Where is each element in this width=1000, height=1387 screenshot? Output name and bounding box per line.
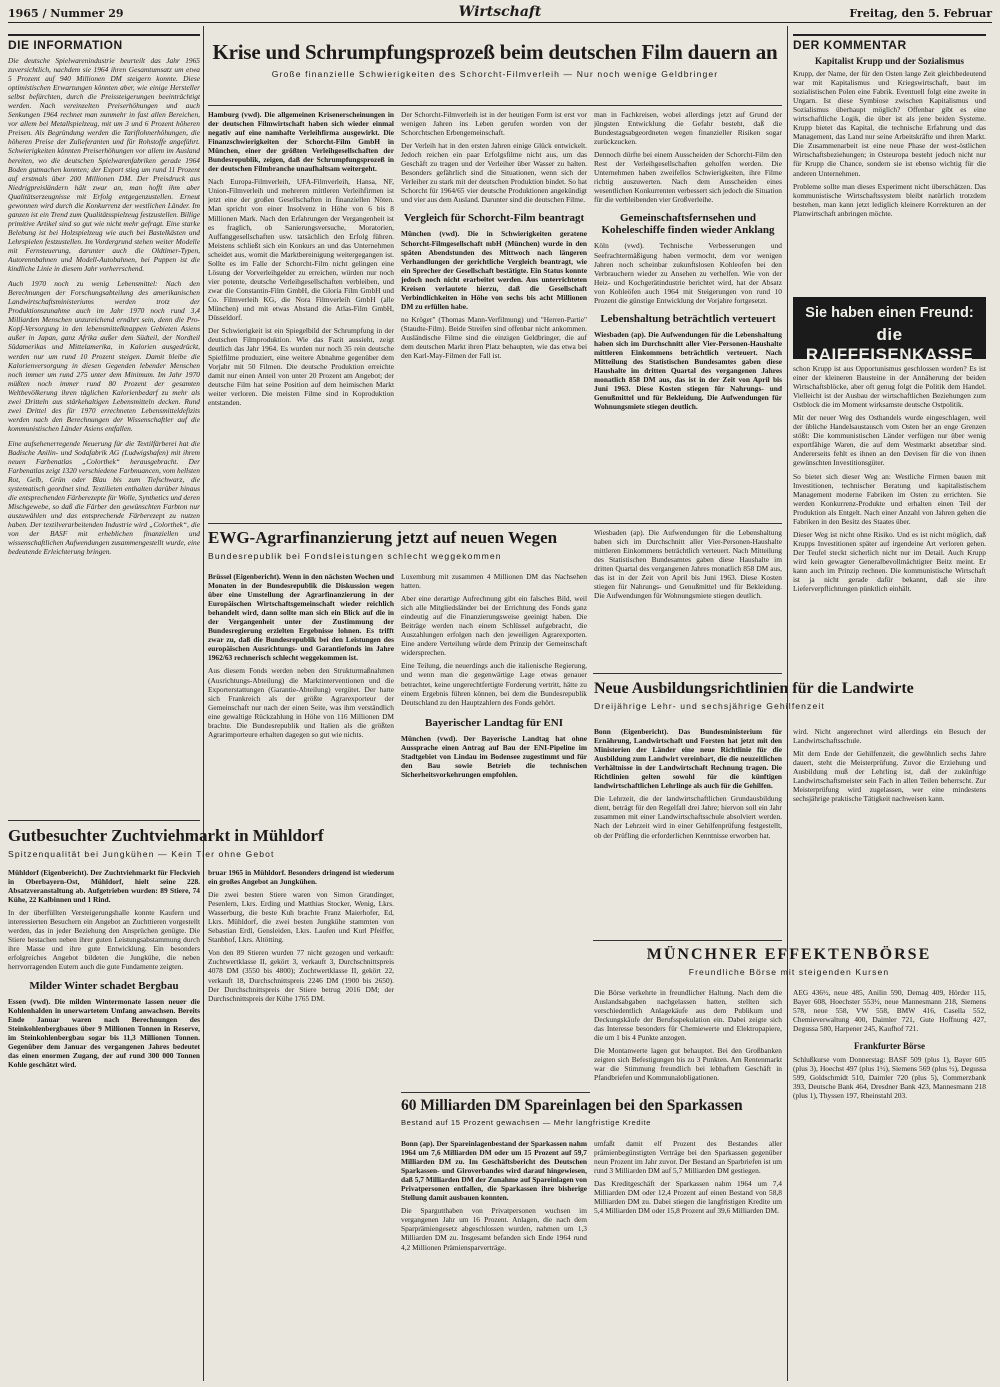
zucht-paragraph: Die zwei besten Stiere waren von Simon Grandinger, Pesenlern, Lkrs. Erding und Matthias Stocker, Wenig, Lkrs. Wasserburg, die beste Kuh brachte Franz Maierhofer, Ed, Lkrs. Mühldorf, die zwei besten Jungkühe stammten von Sebastian Erdl, Gensleiden, Lkrs. Laufen und Kurl Pfeiffer, Stanbhof, Lkrs. Altötting. — [208, 890, 394, 945]
section-title: Wirtschaft — [458, 4, 542, 20]
lebenshaltung-continued — [594, 528, 782, 668]
zucht-intro: Mühldorf (Eigenbericht). Der Zuchtviehmarkt für Fleckvieh in Oberbayern-Ost, Mühldorf, hielt seine 228. Absatzveranstaltung ab. Aufgetrieben wurden: 89 Stiere, 74 Kühe, 22 Kalbinnen und 1 Rind. — [8, 868, 200, 905]
kommentar-paragraph: So bietet sich dieser Weg an: Westliche Firmen bauen mit Investitionen, technischer Beratung und kapitalistischem Management moderne Fabriken im Osten zu errichten. Sie werden Konkurrenz-Produkte und erhalten einen Teil der Produktion als Entgelt. Nach einer Anzahl von Jahren gehen die Fabriken in den Besitz des Staates über. — [793, 471, 986, 526]
ausbildung-column-2 — [793, 727, 986, 935]
zucht-subhead: Spitzenqualität bei Jungkühen — Kein Tier ohne Gebot — [8, 849, 275, 859]
sparkassen-column-2 — [594, 1139, 782, 1381]
lead-column-3 — [594, 110, 782, 518]
lead-paragraph: Wiesbaden (ap). Die Aufwendungen für die Lebenshaltung haben sich im Durchschnitt aller Vier-Personen-Haushalte mittleren Einkommens beträchtlich verteuert. Nach Mitteilung des Statistischen Bundesamtes gaben diese Haushalte im dritten Quartal des vergangenen Jahres monatlich 858 DM aus, das ist in der Zeit von April bis Juni 1963. Diese Kosten stiegen für Nahrungs- und Genußmittel und für Bekleidung. Die Aufwendungen für Wohnungsmiete stiegen deutlich. — [594, 528, 782, 601]
story-rule — [593, 673, 782, 674]
ausbildung-paragraph: Mit dem Ende der Gehilfenzeit, die gewöhnlich sechs Jahre dauert, steht die Meisterprüfung. Zuvor die Erziehung und Ausbildung muß der Lehrling ist, daß der zukünftige Landwirtschaftsmeister sein Fach in allen Teilen beherrscht. Zur Meisterprüfung wird zugelassen, wer eine mindestens sechsjährige praktische Tätigkeit nachweisen kann. — [793, 749, 986, 804]
zucht-headline-block — [8, 826, 398, 864]
lead-paragraph: no Kröger" (Thomas Mann-Verfilmung) und "Herren-Partie" (Staudte-Film). Beide Streifen sind offenbar nicht ankommen. Ausländische Filme sind die einzigen Geldbringer, die auf dem deutschen Markt ihren Platz behaupten, wie das etwa bei den Karl-May-Filmen der Fall ist. — [401, 314, 587, 361]
subarticle-headline: Lebenshaltung beträchtlich verteuert — [600, 312, 776, 325]
lead-paragraph: man in Fachkreisen, wobei allerdings jetzt auf Grund der jüngsten Entwicklung die Gefahr besteht, daß die Bundestagsabgeordneten wegen finanzieller Risiken sogar zurückzucken. — [594, 110, 782, 147]
lead-paragraph: Wiesbaden (ap). Die Aufwendungen für die Lebenshaltung haben sich im Durchschnitt aller Vier-Personen-Haushalte mittleren Einkommens beträchtlich verteuert. Nach Mitteilung des Statistischen Bundesamtes gaben diese Haushalte im dritten Quartal des vergangenen Jahres monatlich 858 DM aus, das ist in der Zeit von April bis Juni 1963. Diese Kosten stiegen für Nahrungs- und Genußmittel und für Bekleidung. Die Aufwendungen für Wohnungsmiete stiegen deutlich. — [594, 329, 782, 412]
ad-line-2: die RAIFFEISENKASSE — [805, 325, 974, 364]
lead-paragraph: München (vwd). Die in Schwierigkeiten geratene Schorcht-Filmgesellschaft mbH (München) wurde in den späten Abendstunden des Mittwoch nach längeren Verhandlungen der gerichtliche Vergleich beantragt, wie ein Sprecher der Gesellschaft bestätigte. Ein Status konnte jedoch noch nicht erarbeitet werden. Aus unterrichteten Kreisen verlautete hierzu, daß die Gesellschaft Verbindlichkeiten in Höhe von sechs bis acht Millionen DM zu erfüllen habe. — [401, 229, 587, 311]
boerse-subhead: Freundliche Börse mit steigenden Kursen — [688, 967, 890, 977]
ewg-column-1 — [208, 572, 394, 804]
subarticle-headline: Vergleich für Schorcht-Film beantragt — [403, 212, 585, 225]
boerse-quotes: AEG 436½, neue 485, Anilin 590, Demag 409, Hörder 115, Bayer 608, Hoechster 553½, neue Mannesmann 218, Siemens 578, neue 558, VW 558, BMW 416, Casella 552, Chemieverwaltung 400, Daimler 721, Gute Hoffnung 427, Degussa 580, Harpener 245, Kaufhof 721. — [793, 988, 986, 1034]
kommentar-heading: DER KOMMENTAR — [793, 34, 986, 52]
ausbildung-intro: Bonn (Eigenbericht). Das Bundesministerium für Ernährung, Landwirtschaft und Forsten hat jetzt mit den Ministerien der Länder eine neue Richtlinie für die Ausbildung zum Landwirt vereinbart, die die neuzeitlichen Verhältnisse in der Landwirtschaft Rechnung tragen. Die Richtlinien gelten sowohl für die künftigen landwirtschaftlichen Lehrlinge als auch für die Gehilfen. — [594, 727, 782, 791]
zucht-column-2 — [208, 868, 394, 1380]
ewg-paragraph: Aus diesem Fonds werden neben den Strukturmaßnahmen (Ausrichtungs-Abteilung) die Marktinterventionen und die Exporterstattungen (Garantie-Abteilung) vergütet. Der hatte sich Frankreich als der größte Agrarexporteur der Gemeinschaft nur nach der einen Seite, was ihm verständlich eine gewaltige Rückzahlung in Höhe von 116 Millionen DM brachte. Die Bundesrepublik und Italien als die größten Agrarimporteure erhalten dagegen so gut wie nichts. — [208, 666, 394, 739]
zucht-paragraph: In der überfüllten Versteigerungshalle konnte Kaufern und interessierten Besuchern ein Angebot an Zuchttieren vorgestellt werden, das in jeder Beziehung den Ansprüchen genügte. Die Stiere bestachen neben ihrer guten Leistungsabstammung durch ihre Masse und ihre gute Entwicklung. Ein besonders erfolgreiches Angebot bildeten die Jungkühe, die neben herrvorragenden Eutern auch die gute Fundamente zeigten. — [8, 908, 200, 972]
kommentar-column-bottom — [793, 364, 986, 668]
kommentar-paragraph: schon Krupp ist aus Opportunismus geschlossen worden? Es ist einer der kleineren Bausteine in der Annäherung der beiden Wirtschaftsblöcke, aber oft genug folgt die Politik dem Handel. Vielleicht ist der Ausbau der wirtschaftlichen Beziehungen zum Ostblock die im Moment wirksamste deutsche Ostpolitik. — [793, 364, 986, 410]
boerse-paragraph: Die Börse verkehrte in freundlicher Haltung. Nach dem die Auslandsabgaben nachgelassen hatten, stellten sich verschiedentlich Anlagekäufe aus dem Publikum und Deckungskäufe der Berufsspekulation ein. Dabei zeigte sich das Interesse besonders für Chemiewerte und Elektropapiere, die um 1 bis 4 Punkte anzogen. — [594, 988, 782, 1043]
boerse-headline: MÜNCHNER EFFEKTENBÖRSE — [646, 946, 932, 963]
kommentar-paragraph: Krupp, der Name, der für den Osten lange Zeit gleichbedeutend war mit Kapitalismus und Kriegswirtschaft, baut im sozialistischen Polen eine Fabrik. Eventuell folgt eine zweite in Ungarn. Ist diese Symbiose zwischen Kapitalismus und Sozialismus überhaupt möglich? Offenbar gibt es eine wirtschaftliche Logik, die über ist als jene beiden Systeme. Krupp bietet das Kapital, die technische Erfahrung und das Management, das Land nur seine Arbeitskräfte und ihren Markt. Die Zusammenarbeit ist eine neue Phase der west-östlichen Wirtschaftsbeziehungen; in Osteuropa besteht jedoch nicht nur für Krupp die Chance, sondern sie ist ebenso wichtig für die anderen Unternehmen. — [793, 69, 986, 178]
ausbildung-headline-block — [594, 680, 984, 724]
lead-column-1 — [208, 110, 394, 518]
story-rule — [8, 820, 200, 821]
zucht-paragraph: bruar 1965 in Mühldorf. Besonders dringend ist wiederum ein großes Angebot an Jungkühen. — [208, 868, 394, 887]
information-column — [8, 34, 200, 814]
issue-number: 1965 / Nummer 29 — [8, 7, 124, 20]
story-rule — [208, 523, 782, 524]
ewg-subhead: Bundesrepublik bei Fondsleistungen schlecht weggekommen — [208, 551, 502, 561]
sparkassen-column-1 — [401, 1139, 587, 1381]
information-paragraph: Auch 1970 noch zu wenig Lebensmittel: Nach den Berechnungen der Forschungsabteilung des amerikanischen Landwirtschaftsministeriums werden trotz der Produktionszunahme auch im Jahr 1970 noch rund 3,4 Milliarden Menschen unzureichend ernährt sein, denn die Pro-Kopf-Versorgung in den lebensmittelknappen Gebieten Asiens außer in Japan, ganz Afrika außer dem Südteil, der Nordteil Südamerikas und Mittelamerika, in Kalorien ausgedrückt, werden nur um rund 10 Prozent steigen. Damit bleibe die Kalorienversorgung in diesen Gegenden lebender Menschen noch immer um rund 275 unter dem Minimum. Im Jahr 1970 müßten noch immer rund 80 Prozent der gesamten Weltbevölkerung ihren täglichen Kalorienbedarf zu mehr als zwei Dritteln aus stärkehaltigen Lebensmitteln decken. Rund zwei Drittel des für 1970 errechneten Lebensmitteldefizits werden nach den Berechnungen der Wissenschaftler auf die kommunistischen Länder Asiens entfallen. — [8, 279, 200, 433]
lead-headline-block — [208, 40, 782, 90]
information-heading: DIE INFORMATION — [8, 34, 200, 52]
boerse-quotes: Schlußkurse vom Donnerstag: BASF 509 (plus 1), Bayer 605 (plus 3), Hoechst 497 (plus 1½), Siemens 569 (plus ½), Degussa 599, Goldschmidt 510, Daimler 720 (plus 5), Commerzbank 393, Deutsche Bank 464, Dresdner Bank 423, Mannesmann 218 (plus 1), Thyssen 197, Rheinstahl 203. — [793, 1055, 986, 1101]
sparkassen-paragraph: umfaßt damit elf Prozent des Bestandes aller prämienbegünstigten Verträge bei den Sparkassen gegenüber neun Prozent im Jahr zuvor. Der Bestand an Sparbriefen ist um rund 3 Milliarden DM auf 5,7 Milliarden DM gestiegen. — [594, 1139, 782, 1176]
subarticle-headline: Gemeinschaftsfernsehen und Koheleschiffe finden wieder Anklang — [601, 212, 775, 237]
ewg-paragraph: Aber eine derartige Aufrechnung gibt ein falsches Bild, weil sich alle Mitgliedsländer bei der Errichtung des Fonds ganz eindeutig auf die Finanzierungsweise geeinigt haben. Die Beiträge werden nach einem Schlüssel aufgebracht, die Auszahlungen erfolgen nach den jeweiligen Agrarexporten. Eine andere Verteilung würde dem Prinzip der Gemeinschaft widersprechen. — [401, 594, 587, 658]
kommentar-paragraph: Mit der neuer Weg des Osthandels wurde eingeschlagen, weil der übliche Handelsaustausch vom Osten her an enge Grenzen stößt: Die kommunistischen Länder verfügen nur über wenig exportfähige Waren, die auf dem Westmarkt absetzbar sind. Andererseits fehlt es ihnen an den Devisen für die von ihnen gewünschten Investitionsgüter. — [793, 413, 986, 468]
ewg-headline-block — [208, 528, 588, 568]
ewg-headline: EWG-Agrarfinanzierung jetzt auf neuen Wegen — [208, 528, 558, 547]
story-rule — [401, 1092, 590, 1093]
subarticle-headline: Milder Winter schadet Bergbau — [29, 979, 179, 992]
ausbildung-subhead: Dreijährige Lehr- und sechsjährige Gehilfenzeit — [594, 701, 825, 711]
zucht-paragraph: Von den 89 Stieren wurden 77 nicht gezogen und verkauft: Zuchtwertklasse II, gekört 3, verkauft 3, Durchschnittspreis 4078 DM (3550 bis 4800); Zuchtwertklasse II, gekört 22, verkauft 18, Durchschnittspreis 2246 DM (1900 bis 2650). Der Durchschnittspreis der Stiere betrug 2016 DM; der Durchschnittspreis der Kühe 1765 DM. — [208, 948, 394, 1003]
ewg-intro: Brüssel (Eigenbericht). Wenn in den nächsten Wochen und Monaten in der Bundesrepublik die Diskussion wegen über eine Umstellung der Agrarfinanzierung in der Europäischen Wirtschaftsgemeinschaft wieder reichlich behandelt wird, dann sollte man sich ein Blick auf die in der Vergangenheit unter der Zustimmung der Bundesregierung erzielten Ergebnisse lohnen. Es trifft zwar zu, daß die Bundesrepublik bei den Leistungen des europäischen Ausrichtungs- und Garantiefonds im Jahre 1962/63 rechnerisch schlecht weggekommen ist. — [208, 572, 394, 663]
kommentar-paragraph: Probleme sollte man dieses Experiment nicht überschätzen. Das kommunistische Wirtschaftssystem bleibt natürlich trotzdem bestehen, man kann jetzt lediglich kleinere Korrekturen an der Planwirtschaft anbringen möchte. — [793, 181, 986, 218]
information-paragraph: Die deutsche Spielwarenindustrie beurteilt das Jahr 1965 zuversichtlich, nachdem sie 1964 ihren Gesamtumsatz um etwa 5 Prozent auf 940 Millionen DM steigern konnte. Diese optimistischen Erwartungen könnten aber, wie einige Hersteller selbst befürchten, durch die Preissteigerungen beeinträchtigt werden. Nach vereinzelten Preiserhöhungen und auch Senkungen 1964 rechnet man nunmehr in fast allen Bereichen, vor allem bei Metallspielzeug, mit um 3 und 6 Prozent höheren Preisen. Als Begründung werden die Tariflohnerhöhungen, die höheren Preise der Zulieferanten und für Rohstoffe angeführt. Schwierigkeiten könnten Preiserhöhungen vor allem im Ausland bereiten, wo die deutschen Spielwarenfabriken gerade 1964 Boden gutmachen konnten; der Export stieg um rund 11 Prozent auf erstmals über 200 Millionen DM. Der Preisdruck aus Niedrigpreisländern hält zwar an, man hofft ihm aber Qualitätserzeugnisse mit Erfolg entgegenzustellen. Erneut gewonnen wird durch die Konkurrenz der westlichen Länder. Im ganzen ist ein Trend zum Qualitätsspielzeug festzustellen. Billige primitive Artikel sind so gut wie nicht mehr gefragt. Eine starke Belebung ist bei Holzspielzeug wie auch bei Bastelkästen und Lehrspielen festzustellen. Im Vordergrund stehen weiter Modelle mit Fernsteuerung, darunter auch die Oldtimer-Typen, Autorennbahnen und Modell-Autobahnen, bei Puppen ist die kindliche Linie in diesem Jahr vorherrschend. — [8, 56, 200, 274]
ewg-column-2 — [401, 572, 587, 1087]
lead-paragraph: Dennoch dürfte bei einem Ausscheiden der Schorcht-Film den Rest der Verleihgesellschaften geholfen werden. Die Unternehmen haben zweifellos Schwierigkeiten, ihre Filme richtig auszuwerten. Nach dem Ausscheiden eines wesentlichen Konkurrenten verbessert sich jedoch die Situation für die verbleibenden vier Großverleihe. — [594, 150, 782, 205]
ausbildung-column-1 — [594, 727, 782, 935]
lead-paragraph: Köln (vwd). Technische Verbesserungen und Seefrachtermäßigung haben vermocht, dem vor wenigen Jahren noch scheinbar zukunftslosen Kohleofen bei den Verbrauchern wieder zu Ansehen zu verhelfen. Wie von der Heiz- und Kochgerätindustrie berichtet wird, hat der Absatz von Kohleöfen auch 1964 mit Steigerungen von rund 10 Prozent die günstige Entwicklung der Vorjahre fortgesetzt. — [594, 241, 782, 305]
ewg-paragraph: Eine Teilung, die neuerdings auch die italienische Regierung, und wenn man die gegenwärtige Lage etwas genauer betrachtet, keine ungerechtfertigte Forderung vertritt, hätte zu einem Ergebnis führen können, bei dem die Bundesrepublik Deutschland zu den Hauptzahlern des Fonds gehört. — [401, 661, 587, 707]
lead-intro: Hamburg (vwd). Die allgemeinen Krisenerscheinungen in der deutschen Filmwirtschaft haben sich wieder einmal negativ auf eine namhafte Verleihfirma ausgewirkt. Die Finanzschwierigkeiten der Schorcht-Film GmbH in München, einer der größten Verleihgesellschaften der Bundesrepublik, zeigen, daß der Schrumpfungsprozeß in der deutschen Filmbranche unaufhaltsam weitergeht. — [208, 110, 394, 174]
kommentar-paragraph: Dieser Weg ist nicht ohne Risiko. Und es ist nicht möglich, daß Krupps Investitionen später auf irgendeine Art verloren gehen. Der Teufel steckt sicherlich nicht nur im Detail. Auch Krupp wird kein gewagter Generalbevollmächtigter Beitz meint. Er kann auch im Prinzip rechnen. Die kommunistische Wirtschaft ist ja nicht gerade dafür bekannt, daß sie ihre Lieferverpflichtungen pünktlich einhält. — [793, 529, 986, 594]
zucht-paragraph: Essen (vwd). Die milden Wintermonate lassen neuer die Kohlenhalden in unerwartetem Umfang anwachsen. Bereits Ende Januar waren nach Berechnungen des Steinkohlenbergbaues über 9 Millionen Tonnen in Reserve, im Steinkohlenbergbau sogar bis 11,3 Millionen Tonnen. Gegenüber dem Januar des vergangenen Jahres bedeutet das einen enormen Zugang, der auf rund 300 000 Tonnen Kohle geschätzt wird. — [8, 996, 200, 1069]
lead-column-2 — [401, 110, 587, 518]
headline-rule — [208, 105, 782, 106]
sparkassen-paragraph: Die Spargutthaben von Privatpersonen wuchsen im vergangenen Jahr um 16 Prozent. Anlagen, die nach dem Sparprämiengesetz abgeschlossen wurden, nahmen um 1,3 Milliarden DM zu. Insgesamt befanden sich Ende 1964 rund 4,2 Millionen Prämiensparverträge. — [401, 1206, 587, 1252]
boerse-column-2 — [793, 988, 986, 1380]
ewg-paragraph: München (vwd). Der Bayerische Landtag hat ohne Aussprache einen Antrag auf Bau der ENI-Pipeline im Stadtgebiet von Lindau im Bodensee zugestimmt und für den Bau sowie Betrieb die technischen Sicherheitsvorkehrungen empfohlen. — [401, 733, 587, 779]
lead-paragraph: Der Schorcht-Filmverleih ist in der heutigen Form ist erst vor wenigen Jahren ins Leben gerufen worden von der Schorchtschen Erbengemeinschaft. — [401, 110, 587, 138]
sparkassen-headline: 60 Milliarden DM Spareinlagen bei den Sparkassen — [401, 1097, 743, 1114]
boerse-headline-block — [594, 946, 984, 984]
sparkassen-intro: Bonn (ap). Der Spareinlagenbestand der Sparkassen nahm 1964 um 7,6 Milliarden DM oder um 15 Prozent auf 59,7 Milliarden DM zu. Im Geschäftsbericht des Deutschen Sparkassen- und Giroverbandes wird darauf hingewiesen, daß 5,7 Milliarden DM der Zunahme auf Spareinlagen von Privatpersonen entfallen, die Sparkassen ihre bisherige Stellung damit ausbauen konnten. — [401, 1139, 587, 1203]
column-rule — [203, 26, 204, 1381]
story-rule — [593, 940, 782, 941]
lead-subhead: Große finanzielle Schwierigkeiten des Schorcht-Filmverleih — Nur noch wenige Geldbringer — [271, 69, 719, 79]
zucht-column-1 — [8, 868, 200, 1380]
ausbildung-paragraph: wird. Nicht angerechnet wird allerdings ein Besuch der Landwirtschaftsschule. — [793, 727, 986, 746]
masthead — [8, 6, 992, 23]
ausbildung-paragraph: Die Lehrzeit, die der landwirtschaftlichen Grundausbildung dient, beträgt für den Regelfall drei Jahre; hiervon soll ein Jahr zusammen mit einer Landwirtschaftsschule absolviert werden. Nach der Lehrzeit wird in einer Gehilfenprüfung festgestellt, ob der Prüfling die erforderlichen Kenntnisse erworben hat. — [594, 794, 782, 840]
subarticle-headline: Bayerischer Landtag für ENI — [424, 716, 563, 729]
lead-headline: Krise und Schrumpfungsprozeß beim deutschen Film dauern an — [212, 40, 778, 64]
information-paragraph: Eine aufsehenerregende Neuerung für die Textilfärberei hat die Badische Anilin- und Sodafabrik AG (Ludwigshafen) mit ihrem neuen Farbenatlas „Colorthek“ herausgebracht. Der Farbenatlas zeigt 1320 verschiedene Farbnuancen, vom hellsten Rot, Gelb, Grün oder Blau bis zum Tiefschwarz, die systematisch geordnet sind. Textilieten enthalten darüber hinaus die entsprechenden Färberezepte für Wolle, Synthetics und deren Mischgewebe, so daß die Färber den gewünschten Farbton nur auszuwählen und das entsprechende Färberezept zu nutzen haben. Der textilverarbeitenden Industrie wird „Colorthek“, die von der BASF mit erheblichen finanziellen und wissenschaftlichen Aufwendungen zusammengestellt wurde, eine bedeutende Erleichterung bringen. — [8, 438, 200, 557]
ausbildung-headline: Neue Ausbildungsrichtlinien für die Landwirte — [594, 680, 914, 697]
sparkassen-subhead: Bestand auf 15 Prozent gewachsen — Mehr langfristige Kredite — [401, 1118, 652, 1127]
lead-paragraph: Nach Europa-Filmverleih, UFA-Filmverleih, Hansa, NF, Union-Filmverleih und mehreren mittleren Verleihfirmen ist jetzt eine der großen Gesellschaften in finanziellen Nöten. Man spricht von einer Insolvenz in Höhe von 6 bis 8 Millionen Mark. Nach den Erfahrungen der Vergangenheit ist es fraglich, ob Sanierungsversuche, Moratorien, Auffanggesellschaften usw. tatsächlich den Erfolg führen. Meistens schließt sich ein Konkurs an und das Unternehmen scheidet aus, womit die Marktbereinigung weitergegangen ist. Sollte es im Falle der Schorcht-Film nicht gelingen eine Lösung der Vorverleihgelder zu erreichen, würden nur noch vier potente, deutsche Verleihgesellschaften verbleiben, und zwar die Constantin-Film GmbH, die Gloria Film GmbH und Co. Filmverleih KG, die Nora Filmverleih GmbH (alle München) und mit etwas Abstand die Atlas-Film GmbH, Düsseldorf. — [208, 177, 394, 323]
raiffeisen-advertisement — [793, 297, 986, 364]
lead-paragraph: Der Verleih hat in den ersten Jahren einige Glück entwickelt. Jedoch reichen ein paar Erfolgsfilme nicht aus, um das Geschäft zu tragen und der Verleiher über Wasser zu halten. Besonders gefährlich sind die Situationen, wenn sich der Verleiher zu stark mit der deutschen Produktion bindet. So hat Schorcht für 1964/65 vier deutsche Produktionen angekündigt und vier aus dem Ausland. Darunter sind die deutschen Filme. — [401, 141, 587, 205]
kommentar-title: Kapitalist Krupp und der Sozialismus — [815, 56, 964, 66]
lead-paragraph: Der Schwierigkeit ist ein Spiegelbild der Schrumpfung in der deutschen Filmproduktion. Wie das Fazit aussieht, zeigt deutlich das Jahr 1964. Es wurden nur noch 35 rein deutsche Spielfilme produziert, eine weitere Abnahme gegenüber dem Vorjahr mit 50 Filmen. Die deutsche Produktion erreichte damit nur einen Anteil von unter 20 Prozent am Angebot; der deutsche Film hat seine Position auf dem heimischen Markt weiter verloren. Die meisten Filme sind in Koproduktion entstanden. — [208, 326, 394, 408]
issue-date: Freitag, den 5. Februar — [849, 7, 992, 20]
boerse-column-1 — [594, 988, 782, 1134]
kommentar-column-top — [793, 34, 986, 292]
zucht-headline: Gutbesuchter Zuchtviehmarkt in Mühldorf — [8, 826, 324, 845]
subarticle-headline: Frankfurter Börse — [853, 1041, 926, 1052]
boerse-paragraph: Die Montanwerte lagen gut behauptet. Bei den Großbanken zeigten sich Befestigungen bis zu 3 Punkten. Am Rentenmarkt war die Stimmung freundlich bei lebhaftem Geschäft in Pfandbriefen und Kommunalobligationen. — [594, 1046, 782, 1083]
sparkassen-paragraph: Das Kreditgeschäft der Sparkassen nahm 1964 um 7,4 Milliarden DM oder 12,4 Prozent auf einen Bestand von 58,8 Milliarden DM zu. Dabei stiegen die langfristigen Kredite um 5,4 Milliarden DM oder 15,8 Prozent auf 39,6 Milliarden DM. — [594, 1179, 782, 1216]
ad-line-1: Sie haben einen Freund: — [805, 305, 974, 321]
ewg-paragraph: Luxemburg mit zusammen 4 Millionen DM das Nachsehen hatten. — [401, 572, 587, 591]
